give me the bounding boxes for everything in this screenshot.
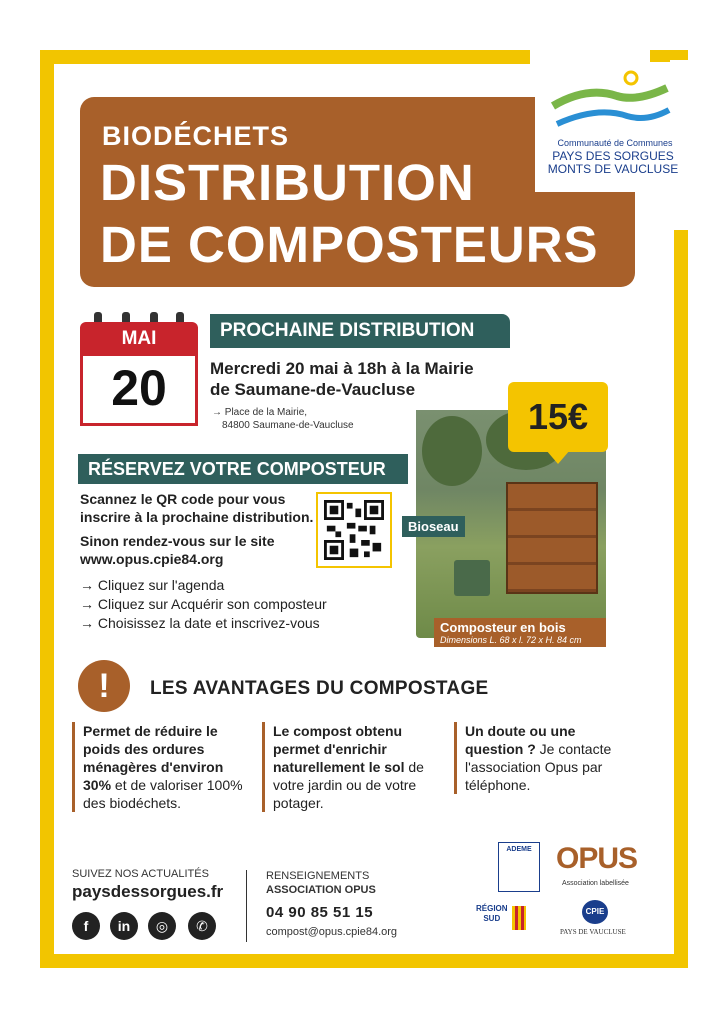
website-link[interactable]: paysdessorgues.fr: [72, 882, 224, 901]
qr-code-graphic: [324, 500, 384, 560]
ademe-logo: ADEME: [498, 842, 540, 892]
advantage-col-2: [262, 722, 442, 812]
next-distribution-heading: PROCHAINE DISTRIBUTION: [210, 314, 510, 348]
warning-icon: !: [78, 660, 130, 712]
composteur-label: [434, 618, 606, 647]
opus-logo: OPUS: [556, 842, 638, 875]
next-distribution-address: [212, 406, 354, 432]
composteur-dimensions: Dimensions L. 68 x l. 72 x H. 84 cm: [440, 635, 582, 645]
advantage-1-bold: Permet de réduire le poids des ordures ménagères d'environ 30%: [83, 723, 224, 793]
footer-divider: [246, 870, 247, 942]
advantage-3-rest: Je contacte l'association Opus par téléphone.: [465, 741, 612, 793]
calendar-month: MAI: [80, 322, 198, 356]
opus-subtitle: Association labellisée: [562, 880, 629, 887]
bioseau-bin: [454, 560, 490, 596]
step-item: → Choisissez la date et inscrivez-vous: [80, 615, 320, 631]
bioseau-label: Bioseau: [402, 516, 465, 537]
step-item: → Cliquez sur Acquérir son composteur: [80, 596, 327, 612]
advantage-1-rest: et de valoriser 100% des biodéchets.: [83, 777, 243, 811]
instagram-icon[interactable]: ◎: [148, 912, 176, 940]
facebook-icon[interactable]: f: [72, 912, 100, 940]
wooden-composter: [506, 482, 598, 594]
date-line2: de Saumane-de-Vaucluse: [210, 380, 416, 399]
follow-label: SUIVEZ NOS ACTUALITÉS: [72, 868, 209, 880]
advantage-col-3: [454, 722, 634, 794]
site-line1: Sinon rendez-vous sur le site: [80, 533, 275, 549]
calendar-day: 20: [80, 356, 198, 426]
tree: [422, 416, 482, 486]
logo-line2-text: PAYS DES SORGUES: [552, 149, 674, 163]
logo-line3-text: MONTS DE VAUCLUSE: [547, 162, 679, 176]
qr-line2: inscrire à la prochaine distribution.: [80, 509, 314, 525]
info-label: RENSEIGNEMENTS: [266, 870, 370, 882]
step-item: → Cliquez sur l'agenda: [80, 577, 225, 593]
banner-title-line2: DE COMPOSTEURS: [100, 216, 599, 273]
advantage-col-1: [72, 722, 250, 812]
next-distribution-date: [210, 358, 500, 400]
linkedin-icon[interactable]: in: [110, 912, 138, 940]
calendar-icon: [80, 308, 198, 426]
advantages-title: LES AVANTAGES DU COMPOSTAGE: [150, 678, 489, 699]
banner-title-line1: DISTRIBUTION: [100, 154, 475, 211]
whatsapp-icon[interactable]: ✆: [188, 912, 216, 940]
site-url[interactable]: www.opus.cpie84.org: [80, 551, 224, 567]
advantage-2-rest: de votre jardin ou de votre potager.: [273, 759, 424, 811]
addr-line2: 84800 Saumane-de-Vaucluse: [222, 420, 354, 431]
email-link[interactable]: compost@opus.cpie84.org: [266, 926, 398, 938]
region-line1: RÉGION: [476, 904, 508, 913]
price-tag: 15€: [508, 382, 608, 452]
composteur-label-title: Composteur en bois: [440, 620, 566, 635]
qr-code-icon[interactable]: [316, 492, 392, 568]
info-association: ASSOCIATION OPUS: [266, 884, 376, 896]
steps-list: [80, 576, 327, 633]
date-line1: Mercredi 20 mai à 18h à la Mairie: [210, 359, 474, 378]
cpie-logo: CPIE: [582, 900, 608, 924]
region-line2: SUD: [483, 914, 501, 923]
community-logo: [535, 62, 685, 192]
region-sud-logo: [476, 904, 508, 924]
phone-number[interactable]: 04 90 85 51 15: [266, 904, 374, 921]
community-logo-icon: [547, 66, 673, 136]
region-flag-icon: [512, 906, 526, 930]
advantage-3-bold: Un doute ou une question ?: [465, 723, 576, 757]
reserve-site: [80, 532, 320, 568]
vaucluse-label: PAYS DE VAUCLUSE: [560, 928, 626, 936]
logo-line2: [543, 150, 683, 176]
qr-line1: Scannez le QR code pour vous: [80, 491, 286, 507]
addr-line1: → Place de la Mairie,: [212, 407, 308, 418]
advantage-2-bold: Le compost obtenu permet d'enrichir naturellement le sol: [273, 723, 405, 775]
reserve-qr-text: [80, 490, 320, 526]
logo-line1: Communauté de Communes: [557, 138, 673, 148]
reserve-heading: RÉSERVEZ VOTRE COMPOSTEUR: [78, 454, 408, 484]
banner-subtitle: BIODÉCHETS: [102, 121, 290, 151]
